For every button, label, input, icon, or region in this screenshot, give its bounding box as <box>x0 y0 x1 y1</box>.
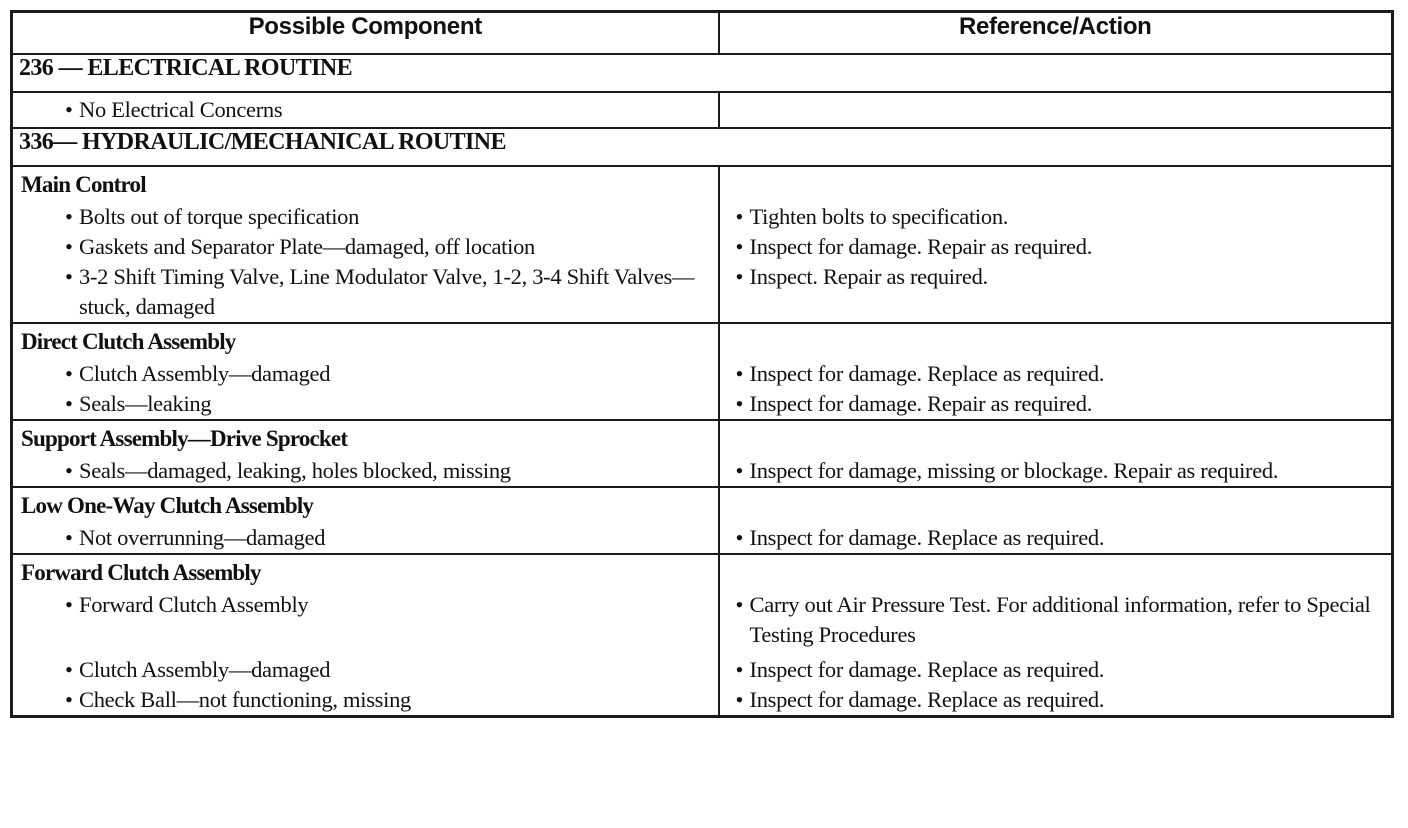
component-item <box>19 655 712 685</box>
action-item <box>726 523 1386 553</box>
bullet-mark: • <box>65 264 73 289</box>
action-text: Inspect for damage. Repair as required. <box>749 391 1093 416</box>
action-text: Inspect for damage. Repair as required. <box>749 234 1093 259</box>
bullet-mark: • <box>735 234 744 259</box>
action-item <box>726 456 1386 486</box>
action-item <box>726 685 1386 715</box>
component-item <box>19 389 712 419</box>
group-component-cell <box>12 487 719 554</box>
bullet-mark: • <box>735 687 744 712</box>
component-item <box>19 262 712 322</box>
component-item <box>19 202 712 232</box>
component-item <box>19 523 712 553</box>
action-item <box>726 590 1386 650</box>
group-row <box>12 420 1393 487</box>
bullet-mark: • <box>65 657 73 682</box>
bullet-mark: • <box>735 458 744 483</box>
bullet-mark: • <box>65 391 73 416</box>
action-text: Inspect for damage. Replace as required. <box>749 361 1105 386</box>
component-column-header: Possible Component <box>12 12 719 55</box>
group-component-cell <box>12 420 719 487</box>
group-action-cell <box>719 420 1393 487</box>
action-item <box>726 262 1386 322</box>
bullet-mark: • <box>735 391 744 416</box>
component-item <box>19 93 712 127</box>
component-item <box>19 359 712 389</box>
hydraulic-routine-title: 336— HYDRAULIC/MECHANICAL ROUTINE <box>12 128 1393 166</box>
action-item <box>726 202 1386 232</box>
group-title-spacer <box>726 324 1386 359</box>
action-item <box>726 359 1386 389</box>
component-item <box>19 232 712 262</box>
bullet-mark: • <box>65 525 73 550</box>
electrical-item-text: No Electrical Concerns <box>79 97 283 122</box>
bullet-mark: • <box>65 687 73 712</box>
diagnosis-table <box>10 10 1394 718</box>
action-item <box>726 232 1386 262</box>
action-text: Inspect for damage. Replace as required. <box>749 687 1105 712</box>
header-row <box>12 12 1393 55</box>
group-action-cell <box>719 554 1393 717</box>
group-title: Forward Clutch Assembly <box>21 560 261 585</box>
group-title-spacer <box>726 555 1386 590</box>
bullet-mark: • <box>735 592 744 617</box>
action-text: Tighten bolts to specification. <box>749 204 1009 229</box>
group-title: Support Assembly—Drive Sprocket <box>21 426 348 451</box>
group-row <box>12 323 1393 420</box>
bullet-mark: • <box>735 361 744 386</box>
group-action-cell <box>719 323 1393 420</box>
group-component-cell <box>12 554 719 717</box>
bullet-mark: • <box>65 204 73 229</box>
component-text: Seals—leaking <box>79 391 212 416</box>
group-action-cell <box>719 166 1393 323</box>
component-text: 3-2 Shift Timing Valve, Line Modulator Valve, 1-2, 3-4 Shift Valves—stuck, damaged <box>79 264 695 319</box>
component-item <box>19 685 712 715</box>
action-item <box>726 389 1386 419</box>
group-title: Main Control <box>21 172 146 197</box>
action-text: Inspect. Repair as required. <box>749 264 988 289</box>
group-action-cell <box>719 487 1393 554</box>
electrical-action-cell <box>719 92 1393 128</box>
bullet-mark: • <box>735 204 744 229</box>
group-title: Low One-Way Clutch Assembly <box>21 493 314 518</box>
component-text: Clutch Assembly—damaged <box>79 361 331 386</box>
group-component-cell <box>12 166 719 323</box>
group-title-spacer <box>726 167 1386 202</box>
component-text: Seals—damaged, leaking, holes blocked, missing <box>79 458 511 483</box>
bullet-mark: • <box>735 264 744 289</box>
action-text: Inspect for damage. Replace as required. <box>749 525 1105 550</box>
group-row <box>12 487 1393 554</box>
group-component-cell <box>12 323 719 420</box>
group-row <box>12 166 1393 323</box>
component-item <box>19 456 712 486</box>
electrical-item-cell <box>12 92 719 128</box>
action-text: Inspect for damage, missing or blockage. Repair as required. <box>749 458 1279 483</box>
action-text: Inspect for damage. Replace as required. <box>749 657 1105 682</box>
bullet-mark: • <box>735 657 744 682</box>
component-text: Forward Clutch Assembly <box>79 592 309 617</box>
bullet-mark: • <box>65 97 73 122</box>
group-title-spacer <box>726 421 1386 456</box>
bullet-mark: • <box>735 525 744 550</box>
bullet-mark: • <box>65 592 73 617</box>
component-item <box>19 590 712 650</box>
bullet-mark: • <box>65 458 73 483</box>
component-text: Gaskets and Separator Plate—damaged, off location <box>79 234 535 259</box>
group-title: Direct Clutch Assembly <box>21 329 236 354</box>
group-row <box>12 554 1393 717</box>
electrical-item-row <box>12 92 1393 128</box>
electrical-routine-row <box>12 54 1393 92</box>
bullet-mark: • <box>65 234 73 259</box>
action-text: Carry out Air Pressure Test. For additional information, refer to Special Testing Procedures <box>749 592 1371 647</box>
component-text: Check Ball—not functioning, missing <box>79 687 411 712</box>
bullet-mark: • <box>65 361 73 386</box>
component-text: Not overrunning—damaged <box>79 525 326 550</box>
group-title-spacer <box>726 488 1386 523</box>
component-text: Bolts out of torque specification <box>79 204 360 229</box>
hydraulic-routine-row <box>12 128 1393 166</box>
action-item <box>726 655 1386 685</box>
component-text: Clutch Assembly—damaged <box>79 657 331 682</box>
action-column-header: Reference/Action <box>719 12 1393 55</box>
electrical-routine-title: 236 — ELECTRICAL ROUTINE <box>12 54 1393 92</box>
